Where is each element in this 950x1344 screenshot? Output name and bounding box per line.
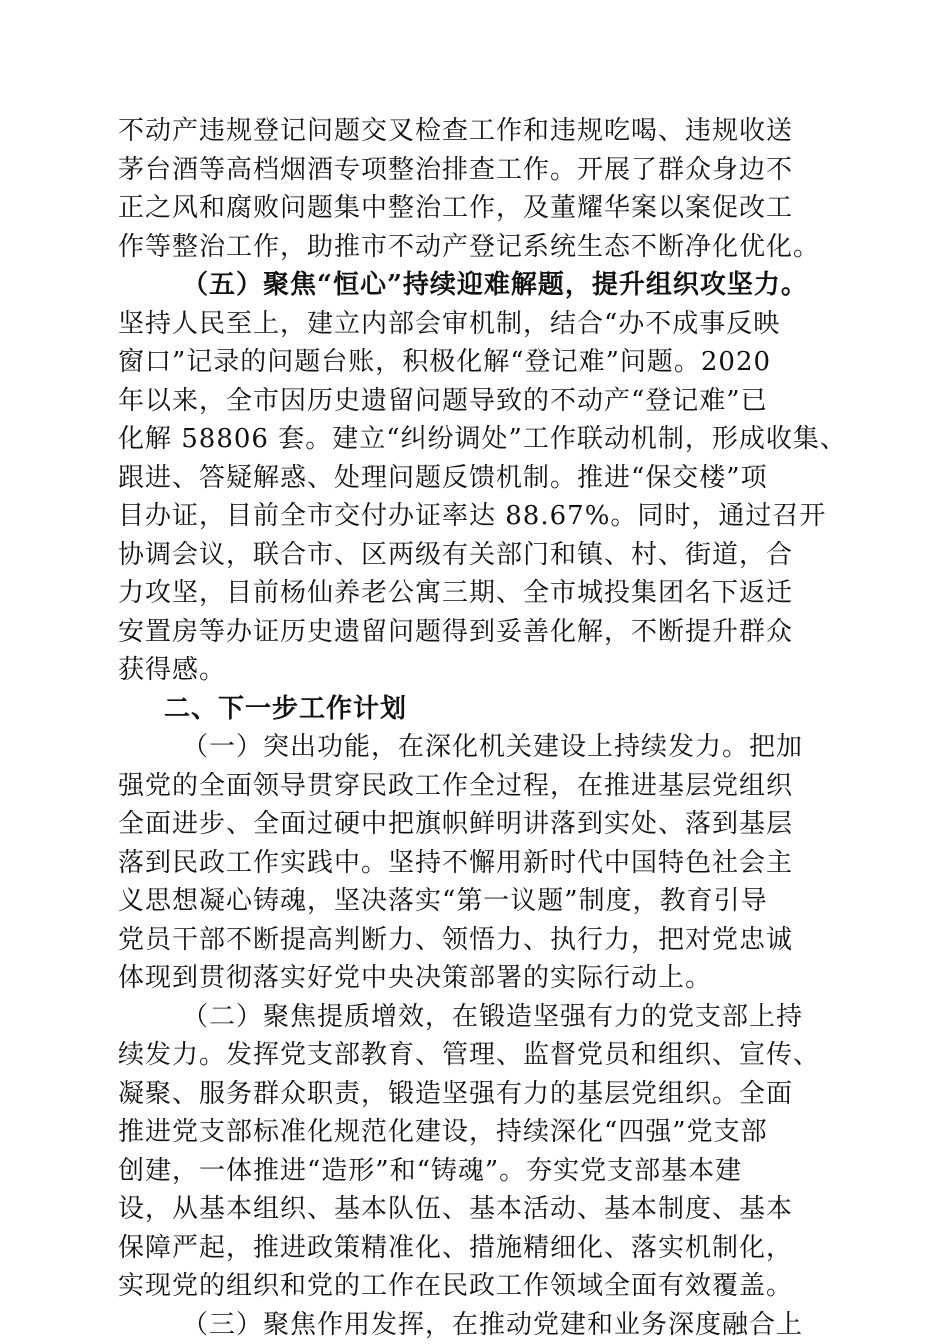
body-line: 续发力。发挥党支部教育、管理、监督党员和组织、宣传、 [118,1040,821,1070]
body-line: 年以来，全市因历史遗留问题导致的不动产“登记难”已 [118,385,768,416]
body-line: 安置房等办证历史遗留问题得到妥善化解，不断提升群众 [118,616,794,647]
body-line: 落到民政工作实践中。坚持不懈用新时代中国特色社会主 [118,847,794,878]
body-line: 获得感。 [118,655,227,685]
subsection-heading-one: （一）突出功能，在深化机关建设上持续发力。把加 [182,732,804,762]
body-line: 窗口”记录的问题台账，积极化解“登记难”问题。2020 [118,347,772,377]
body-line: 推进党支部标准化规范化建设，持续深化“四强”党支部 [118,1117,768,1147]
body-line: 正之风和腐败问题集中整治工作，及董耀华案以案促改工 [118,193,794,223]
body-line: 凝聚、服务群众职责，锻造坚强有力的基层党组织。全面 [118,1078,794,1109]
body-line: 不动产违规登记问题交叉检查工作和违规吃喝、违规收送 [118,116,794,146]
section-title-next-plan: 二、下一步工作计划 [164,693,408,724]
body-line: 实现党的组织和党的工作在民政工作领域全面有效覆盖。 [118,1271,794,1301]
body-line: 创建，一体推进“造形”和“铸魂”。夯实党支部基本建 [118,1155,743,1186]
section-heading-five: （五）聚焦“恒心”持续迎难解题，提升组织攻坚力。 [182,270,808,300]
body-line: 坚持人民至上，建立内部会审机制，结合“办不成事反映 [118,308,781,339]
body-line: 设，从基本组织、基本队伍、基本活动、基本制度、基本 [118,1194,794,1224]
body-line: 跟进、答疑解惑、处理问题反馈机制。推进“保交楼”项 [118,462,768,493]
body-line: 保障严起，推进政策精准化、措施精细化、落实机制化， [118,1232,794,1263]
body-line: 力攻坚，目前杨仙养老公寓三期、全市城投集团名下返迁 [118,578,794,608]
body-line: 体现到贯彻落实好党中央决策部署的实际行动上。 [118,963,713,993]
body-line: 化解 58806 套。建立“纠纷调处”工作联动机制，形成收集、 [118,424,847,454]
subsection-heading-two: （二）聚焦提质增效，在锻造坚强有力的党支部上持 [182,1001,804,1032]
body-line: 目办证，目前全市交付办证率达 88.67%。同时，通过召开 [118,501,827,531]
document-body [118,112,847,1344]
body-line: 作等整治工作，助推市不动产登记系统生态不断净化优化。 [118,231,821,262]
body-line: 协调会议，联合市、区两级有关部门和镇、村、街道，合 [118,539,794,570]
body-line: 全面进步、全面过硬中把旗帜鲜明讲落到实处、落到基层 [118,809,794,839]
body-line: 茅台酒等高档烟酒专项整治排查工作。开展了群众身边不 [118,154,794,185]
body-line: 义思想凝心铸魂，坚决落实“第一议题”制度，教育引导 [118,886,768,916]
body-line: 强党的全面领导贯穿民政工作全过程，在推进基层党组织 [118,770,794,801]
subsection-heading-three: （三）聚焦作用发挥，在推动党建和业务深度融合上 [182,1309,804,1340]
body-line: 党员干部不断提高判断力、领悟力、执行力，把对党忠诚 [118,924,794,955]
